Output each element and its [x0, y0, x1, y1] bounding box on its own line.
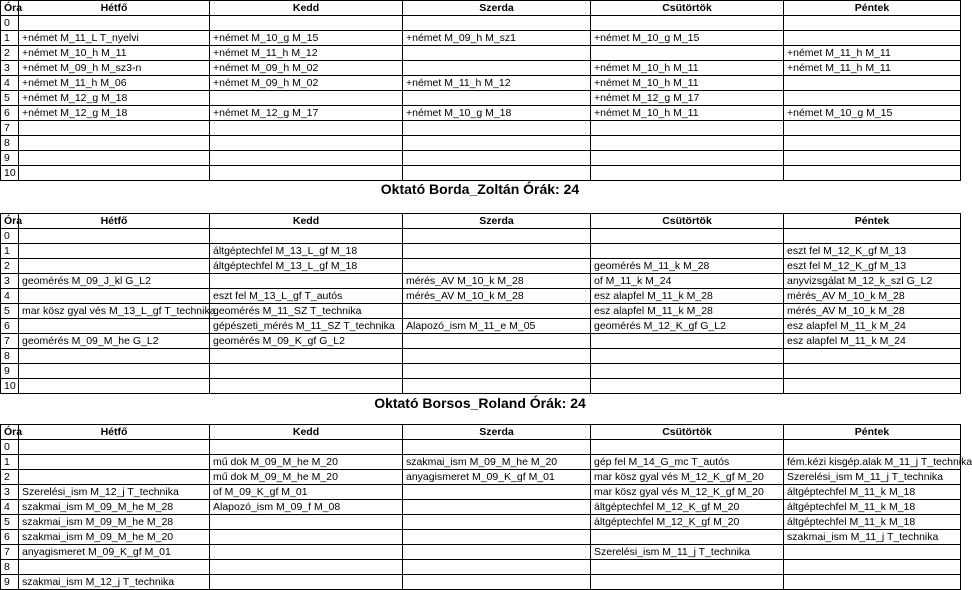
hour-cell: 9: [1, 364, 19, 379]
friday-cell: [784, 349, 961, 364]
schedule-table-borsos: [0, 424, 972, 590]
friday-cell: eszt fel M_12_K_gf M_13: [784, 259, 961, 274]
monday-cell: [19, 379, 210, 394]
thursday-cell: esz alapfel M_11_k M_28: [591, 289, 784, 304]
tuesday-cell: [210, 560, 403, 575]
wednesday-cell: [403, 46, 591, 61]
tuesday-cell: [210, 16, 403, 31]
monday-cell: Szerelési_ism M_12_j T_technika: [19, 485, 210, 500]
wednesday-cell: [403, 545, 591, 560]
friday-cell: [784, 364, 961, 379]
monday-cell: [19, 229, 210, 244]
friday-cell: [784, 575, 961, 590]
friday-cell: [784, 76, 961, 91]
tuesday-cell: [210, 166, 403, 181]
tuesday-cell: [210, 151, 403, 166]
tuesday-cell: [210, 229, 403, 244]
thursday-cell: [591, 121, 784, 136]
tuesday-cell: +német M_09_h M_02: [210, 61, 403, 76]
thursday-cell: geomérés M_12_K_gf G_L2: [591, 319, 784, 334]
column-header: Csütörtök: [591, 425, 784, 440]
wednesday-cell: [403, 151, 591, 166]
thursday-cell: Szerelési_ism M_11_j T_technika: [591, 545, 784, 560]
table-row: [1, 440, 961, 455]
tuesday-cell: geomérés M_11_SZ T_technika: [210, 304, 403, 319]
wednesday-cell: [403, 244, 591, 259]
column-header: Péntek: [784, 425, 961, 440]
tuesday-cell: +német M_10_g M_15: [210, 31, 403, 46]
hour-cell: 8: [1, 349, 19, 364]
tuesday-cell: +német M_12_g M_17: [210, 106, 403, 121]
wednesday-cell: [403, 334, 591, 349]
wednesday-cell: [403, 121, 591, 136]
table-row: [1, 136, 961, 151]
friday-cell: [784, 16, 961, 31]
schedule-table-borda: [0, 213, 961, 394]
column-header: Csütörtök: [591, 1, 784, 16]
table-row: [1, 319, 961, 334]
hour-cell: 9: [1, 575, 19, 590]
thursday-cell: +német M_10_h M_11: [591, 61, 784, 76]
table-row: [1, 76, 961, 91]
monday-cell: [19, 319, 210, 334]
wednesday-cell: [403, 485, 591, 500]
monday-cell: [19, 259, 210, 274]
thursday-cell: esz alapfel M_11_k M_28: [591, 304, 784, 319]
hour-cell: 8: [1, 136, 19, 151]
table-row: [1, 515, 961, 530]
hour-cell: 1: [1, 31, 19, 46]
table-row: [1, 259, 961, 274]
tuesday-cell: [210, 530, 403, 545]
hour-cell: 5: [1, 304, 19, 319]
monday-cell: [19, 151, 210, 166]
column-header: Hétfő: [19, 1, 210, 16]
monday-cell: [19, 349, 210, 364]
hour-cell: 9: [1, 151, 19, 166]
wednesday-cell: [403, 136, 591, 151]
monday-cell: +német M_09_h M_sz3-n: [19, 61, 210, 76]
table-row: [1, 16, 961, 31]
hour-cell: 3: [1, 274, 19, 289]
hour-cell: 6: [1, 106, 19, 121]
wednesday-cell: [403, 440, 591, 455]
wednesday-cell: [403, 166, 591, 181]
friday-cell: mérés_AV M_10_k M_28: [784, 304, 961, 319]
hour-cell: 10: [1, 379, 19, 394]
thursday-cell: [591, 530, 784, 545]
thursday-cell: [591, 229, 784, 244]
tuesday-cell: [210, 515, 403, 530]
monday-cell: [19, 440, 210, 455]
friday-cell: eszt fel M_12_K_gf M_13: [784, 244, 961, 259]
column-header: Óra: [1, 425, 19, 440]
table-row: [1, 364, 961, 379]
table-row: [1, 334, 961, 349]
wednesday-cell: Alapozó_ism M_11_e M_05: [403, 319, 591, 334]
thursday-cell: [591, 166, 784, 181]
column-header: Hétfő: [19, 425, 210, 440]
wednesday-cell: [403, 560, 591, 575]
friday-cell: [784, 545, 961, 560]
table-row: [1, 91, 961, 106]
monday-cell: anyagismeret M_09_K_gf M_01: [19, 545, 210, 560]
table-row: [1, 379, 961, 394]
thursday-cell: [591, 334, 784, 349]
thursday-cell: áltgéptechfel M_12_K_gf M_20: [591, 500, 784, 515]
thursday-cell: mar kösz gyal vés M_12_K_gf M_20: [591, 470, 784, 485]
hour-cell: 0: [1, 440, 19, 455]
hour-cell: 4: [1, 500, 19, 515]
thursday-cell: [591, 46, 784, 61]
tuesday-cell: mű dok M_09_M_he M_20: [210, 470, 403, 485]
hour-cell: 0: [1, 16, 19, 31]
wednesday-cell: [403, 304, 591, 319]
header-row: [1, 425, 961, 440]
hour-cell: 10: [1, 166, 19, 181]
monday-cell: szakmai_ism M_09_M_he M_28: [19, 515, 210, 530]
monday-cell: +német M_11_h M_06: [19, 76, 210, 91]
thursday-cell: +német M_10_h M_11: [591, 106, 784, 121]
column-header: Hétfő: [19, 214, 210, 229]
friday-cell: [784, 379, 961, 394]
hour-cell: 4: [1, 289, 19, 304]
tuesday-cell: [210, 379, 403, 394]
friday-cell: [784, 91, 961, 106]
thursday-cell: áltgéptechfel M_12_K_gf M_20: [591, 515, 784, 530]
hour-cell: 7: [1, 334, 19, 349]
wednesday-cell: [403, 349, 591, 364]
table-row: [1, 31, 961, 46]
thursday-cell: [591, 349, 784, 364]
tuesday-cell: áltgéptechfel M_13_L_gf M_18: [210, 244, 403, 259]
tuesday-cell: eszt fel M_13_L_gf T_autós: [210, 289, 403, 304]
thursday-cell: +német M_10_h M_11: [591, 76, 784, 91]
friday-cell: +német M_11_h M_11: [784, 61, 961, 76]
tuesday-cell: Alapozó_ism M_09_f M_08: [210, 500, 403, 515]
monday-cell: szakmai_ism M_12_j T_technika: [19, 575, 210, 590]
wednesday-cell: mérés_AV M_10_k M_28: [403, 289, 591, 304]
column-header: Csütörtök: [591, 214, 784, 229]
thursday-cell: +német M_12_g M_17: [591, 91, 784, 106]
column-header: Szerda: [403, 425, 591, 440]
column-header: Kedd: [210, 425, 403, 440]
tuesday-cell: of M_09_K_gf M_01: [210, 485, 403, 500]
thursday-cell: [591, 16, 784, 31]
tuesday-cell: gépészeti_mérés M_11_SZ T_technika: [210, 319, 403, 334]
monday-cell: +német M_12_g M_18: [19, 91, 210, 106]
friday-cell: esz alapfel M_11_k M_24: [784, 334, 961, 349]
header-row: [1, 1, 961, 16]
wednesday-cell: +német M_11_h M_12: [403, 76, 591, 91]
friday-cell: [784, 166, 961, 181]
column-header: Kedd: [210, 214, 403, 229]
friday-cell: [784, 136, 961, 151]
tuesday-cell: [210, 274, 403, 289]
tuesday-cell: [210, 364, 403, 379]
wednesday-cell: +német M_09_h M_sz1: [403, 31, 591, 46]
monday-cell: +német M_11_L T_nyelvi: [19, 31, 210, 46]
table-row: [1, 455, 961, 470]
monday-cell: [19, 470, 210, 485]
hour-cell: 5: [1, 515, 19, 530]
wednesday-cell: mérés_AV M_10_k M_28: [403, 274, 591, 289]
column-header: Péntek: [784, 1, 961, 16]
tuesday-cell: [210, 575, 403, 590]
table-row: [1, 244, 961, 259]
column-header: Óra: [1, 214, 19, 229]
friday-cell: [784, 229, 961, 244]
wednesday-cell: [403, 515, 591, 530]
monday-cell: [19, 166, 210, 181]
friday-cell: esz alapfel M_11_k M_24: [784, 319, 961, 334]
monday-cell: [19, 364, 210, 379]
table-row: [1, 151, 961, 166]
friday-cell: fém.kézi kisgép.alak M_11_j T_technika: [784, 455, 961, 470]
friday-cell: áltgéptechfel M_11_k M_18: [784, 485, 961, 500]
hour-cell: 0: [1, 229, 19, 244]
monday-cell: [19, 455, 210, 470]
monday-cell: [19, 560, 210, 575]
friday-cell: szakmai_ism M_11_j T_technika: [784, 530, 961, 545]
wednesday-cell: szakmai_ism M_09_M_he M_20: [403, 455, 591, 470]
table-row: [1, 575, 961, 590]
monday-cell: szakmai_ism M_09_M_he M_28: [19, 500, 210, 515]
column-header: Kedd: [210, 1, 403, 16]
hour-cell: 6: [1, 319, 19, 334]
friday-cell: [784, 560, 961, 575]
monday-cell: geomérés M_09_J_kl G_L2: [19, 274, 210, 289]
wednesday-cell: [403, 91, 591, 106]
friday-cell: mérés_AV M_10_k M_28: [784, 289, 961, 304]
monday-cell: geomérés M_09_M_he G_L2: [19, 334, 210, 349]
table-row: [1, 289, 961, 304]
monday-cell: [19, 121, 210, 136]
header-row: [1, 214, 961, 229]
wednesday-cell: [403, 575, 591, 590]
hour-cell: 3: [1, 485, 19, 500]
table-row: [1, 304, 961, 319]
monday-cell: [19, 244, 210, 259]
column-header: Szerda: [403, 214, 591, 229]
tuesday-cell: [210, 545, 403, 560]
wednesday-cell: +német M_10_g M_18: [403, 106, 591, 121]
table-row: [1, 46, 961, 61]
wednesday-cell: [403, 530, 591, 545]
monday-cell: [19, 136, 210, 151]
monday-cell: [19, 16, 210, 31]
table-row: [1, 61, 961, 76]
thursday-cell: [591, 560, 784, 575]
friday-cell: +német M_10_g M_15: [784, 106, 961, 121]
tuesday-cell: geomérés M_09_K_gf G_L2: [210, 334, 403, 349]
column-header: Óra: [1, 1, 19, 16]
table-row: [1, 545, 961, 560]
wednesday-cell: [403, 259, 591, 274]
hour-cell: 3: [1, 61, 19, 76]
hour-cell: 2: [1, 259, 19, 274]
tuesday-cell: +német M_11_h M_12: [210, 46, 403, 61]
tuesday-cell: áltgéptechfel M_13_L_gf M_18: [210, 259, 403, 274]
wednesday-cell: [403, 379, 591, 394]
table-row: [1, 229, 961, 244]
table-row: [1, 106, 961, 121]
table-row: [1, 530, 961, 545]
friday-cell: áltgéptechfel M_11_k M_18: [784, 515, 961, 530]
tuesday-cell: [210, 440, 403, 455]
hour-cell: 2: [1, 46, 19, 61]
thursday-cell: [591, 575, 784, 590]
monday-cell: +német M_10_h M_11: [19, 46, 210, 61]
table-row: [1, 500, 961, 515]
friday-cell: Szerelési_ism M_11_j T_technika: [784, 470, 961, 485]
schedule-table-1: [0, 0, 961, 181]
table-row: [1, 560, 961, 575]
friday-cell: [784, 151, 961, 166]
friday-cell: [784, 440, 961, 455]
thursday-cell: mar kösz gyal vés M_12_K_gf M_20: [591, 485, 784, 500]
column-header: Péntek: [784, 214, 961, 229]
table-row: [1, 274, 961, 289]
tuesday-cell: [210, 121, 403, 136]
friday-cell: [784, 121, 961, 136]
hour-cell: 4: [1, 76, 19, 91]
hour-cell: 2: [1, 470, 19, 485]
wednesday-cell: [403, 16, 591, 31]
friday-cell: anyvizsgálat M_12_k_szl G_L2: [784, 274, 961, 289]
column-header: Szerda: [403, 1, 591, 16]
thursday-cell: of M_11_k M_24: [591, 274, 784, 289]
wednesday-cell: [403, 61, 591, 76]
hour-cell: 7: [1, 121, 19, 136]
section-title-borda: Oktató Borda_Zoltán Órák: 24: [380, 181, 580, 197]
monday-cell: +német M_12_g M_18: [19, 106, 210, 121]
hour-cell: 1: [1, 455, 19, 470]
thursday-cell: gép fel M_14_G_mc T_autós: [591, 455, 784, 470]
tuesday-cell: [210, 136, 403, 151]
tuesday-cell: +német M_09_h M_02: [210, 76, 403, 91]
thursday-cell: +német M_10_g M_15: [591, 31, 784, 46]
hour-cell: 1: [1, 244, 19, 259]
wednesday-cell: [403, 364, 591, 379]
table-row: [1, 485, 961, 500]
thursday-cell: [591, 440, 784, 455]
thursday-cell: [591, 136, 784, 151]
hour-cell: 6: [1, 530, 19, 545]
hour-cell: 5: [1, 91, 19, 106]
hour-cell: 8: [1, 560, 19, 575]
monday-cell: [19, 289, 210, 304]
thursday-cell: [591, 379, 784, 394]
wednesday-cell: anyagismeret M_09_K_gf M_01: [403, 470, 591, 485]
wednesday-cell: [403, 229, 591, 244]
friday-cell: áltgéptechfel M_11_k M_18: [784, 500, 961, 515]
thursday-cell: [591, 151, 784, 166]
wednesday-cell: [403, 500, 591, 515]
tuesday-cell: mű dok M_09_M_he M_20: [210, 455, 403, 470]
monday-cell: szakmai_ism M_09_M_he M_20: [19, 530, 210, 545]
table-row: [1, 349, 961, 364]
thursday-cell: [591, 364, 784, 379]
section-title-borsos: Oktató Borsos_Roland Órák: 24: [374, 395, 586, 411]
monday-cell: mar kösz gyal vés M_13_L_gf T_technika: [19, 304, 210, 319]
tuesday-cell: [210, 91, 403, 106]
thursday-cell: [591, 244, 784, 259]
tuesday-cell: [210, 349, 403, 364]
table-row: [1, 470, 961, 485]
friday-cell: +német M_11_h M_11: [784, 46, 961, 61]
table-row: [1, 166, 961, 181]
table-row: [1, 121, 961, 136]
thursday-cell: geomérés M_11_k M_28: [591, 259, 784, 274]
friday-cell: [784, 31, 961, 46]
hour-cell: 7: [1, 545, 19, 560]
